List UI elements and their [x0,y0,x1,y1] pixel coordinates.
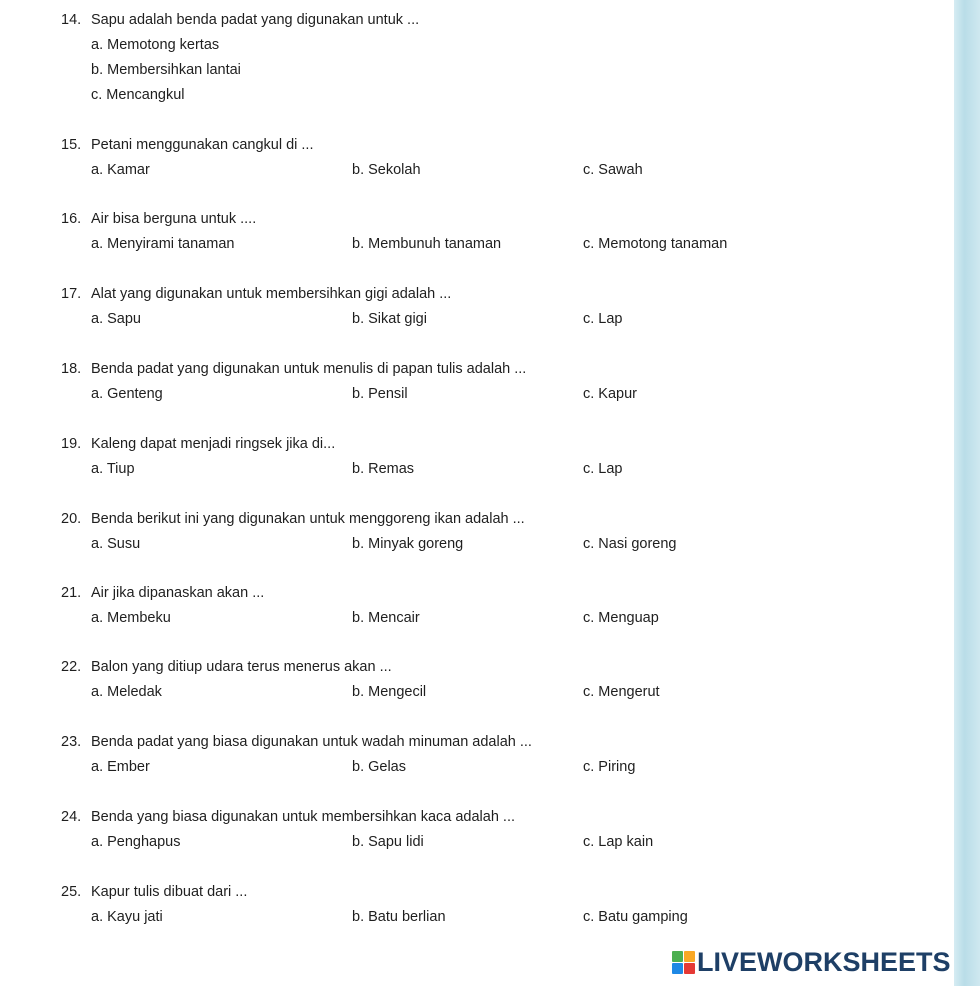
answer-option-a: a. Kayu jati [91,909,163,925]
logo-square-yellow [684,951,695,962]
answer-option-c: c. Batu gamping [583,909,688,925]
answer-option-c: c. Sawah [583,162,643,178]
answer-option-c: c. Lap [583,461,623,477]
answer-option-c: c. Piring [583,759,636,775]
question-prompt: Benda berikut ini yang digunakan untuk menggoreng ikan adalah ... [91,511,525,527]
question-number: 19. [61,436,82,452]
question-number: 23. [61,734,82,750]
question-prompt: Air jika dipanaskan akan ... [91,585,265,601]
question-prompt: Kapur tulis dibuat dari ... [91,884,248,900]
question-prompt: Benda padat yang biasa digunakan untuk wadah minuman adalah ... [91,734,532,750]
answer-option-b: b. Mencair [352,610,420,626]
question-text [61,585,264,601]
answer-option-a: a. Sapu [91,311,141,327]
question-number: 21. [61,585,82,601]
answer-option-a: a. Meledak [91,684,162,700]
answer-option-b: b. Gelas [352,759,406,775]
question-text [61,137,313,153]
question-prompt: Balon yang ditiup udara terus menerus akan ... [91,659,392,675]
question-number: 15. [61,137,82,153]
answer-option-b: b. Membersihkan lantai [91,62,241,78]
question-prompt: Sapu adalah benda padat yang digunakan untuk ... [91,12,420,28]
question-text [61,659,392,675]
answer-option-a: a. Genteng [91,386,163,402]
answer-option-c: c. Menguap [583,610,659,626]
question-prompt: Kaleng dapat menjadi ringsek jika di... [91,436,336,452]
question-number: 24. [61,809,82,825]
question-prompt: Petani menggunakan cangkul di ... [91,137,314,153]
answer-option-b: b. Remas [352,461,415,477]
question-prompt: Air bisa berguna untuk .... [91,211,257,227]
question-text [61,734,532,750]
answer-option-a: a. Kamar [91,162,150,178]
liveworksheets-logo [672,946,951,978]
question-text [61,884,247,900]
answer-option-b: b. Batu berlian [352,909,446,925]
answer-option-b: b. Membunuh tanaman [352,236,502,252]
question-prompt: Benda padat yang digunakan untuk menulis di papan tulis adalah ... [91,361,527,377]
answer-option-c: c. Nasi goreng [583,536,677,552]
answer-option-b: b. Minyak goreng [352,536,464,552]
question-number: 17. [61,286,82,302]
answer-option-a: a. Ember [91,759,150,775]
question-prompt: Benda yang biasa digunakan untuk membersihkan kaca adalah ... [91,809,516,825]
question-number: 20. [61,511,82,527]
answer-option-b: b. Sikat gigi [352,311,427,327]
answer-option-c: c. Mencangkul [91,87,185,103]
question-text [61,511,525,527]
question-text [61,286,451,302]
question-number: 14. [61,12,82,28]
question-number: 22. [61,659,82,675]
logo-square-green [672,951,683,962]
answer-option-a: a. Penghapus [91,834,181,850]
question-number: 18. [61,361,82,377]
question-text [61,211,256,227]
logo-square-red [684,963,695,974]
page-edge [954,0,980,986]
answer-option-a: a. Memotong kertas [91,37,220,53]
answer-option-a: a. Membeku [91,610,171,626]
answer-option-a: a. Susu [91,536,141,552]
logo-text: LIVEWORKSHEETS [697,946,951,977]
question-text [61,361,526,377]
question-number: 25. [61,884,82,900]
answer-option-c: c. Lap [583,311,623,327]
answer-option-c: c. Lap kain [583,834,654,850]
answer-option-b: b. Pensil [352,386,408,402]
question-text [61,809,515,825]
answer-option-b: b. Sekolah [352,162,421,178]
logo-square-blue [672,963,683,974]
answer-option-b: b. Sapu lidi [352,834,424,850]
liveworksheets-logo-icon [672,951,694,973]
answer-option-b: b. Mengecil [352,684,427,700]
question-text [61,12,419,28]
answer-option-c: c. Mengerut [583,684,660,700]
answer-option-a: a. Tiup [91,461,135,477]
answer-option-a: a. Menyirami tanaman [91,236,235,252]
question-prompt: Alat yang digunakan untuk membersihkan gigi adalah ... [91,286,452,302]
answer-option-c: c. Kapur [583,386,637,402]
answer-option-c: c. Memotong tanaman [583,236,728,252]
question-number: 16. [61,211,82,227]
question-text [61,436,335,452]
